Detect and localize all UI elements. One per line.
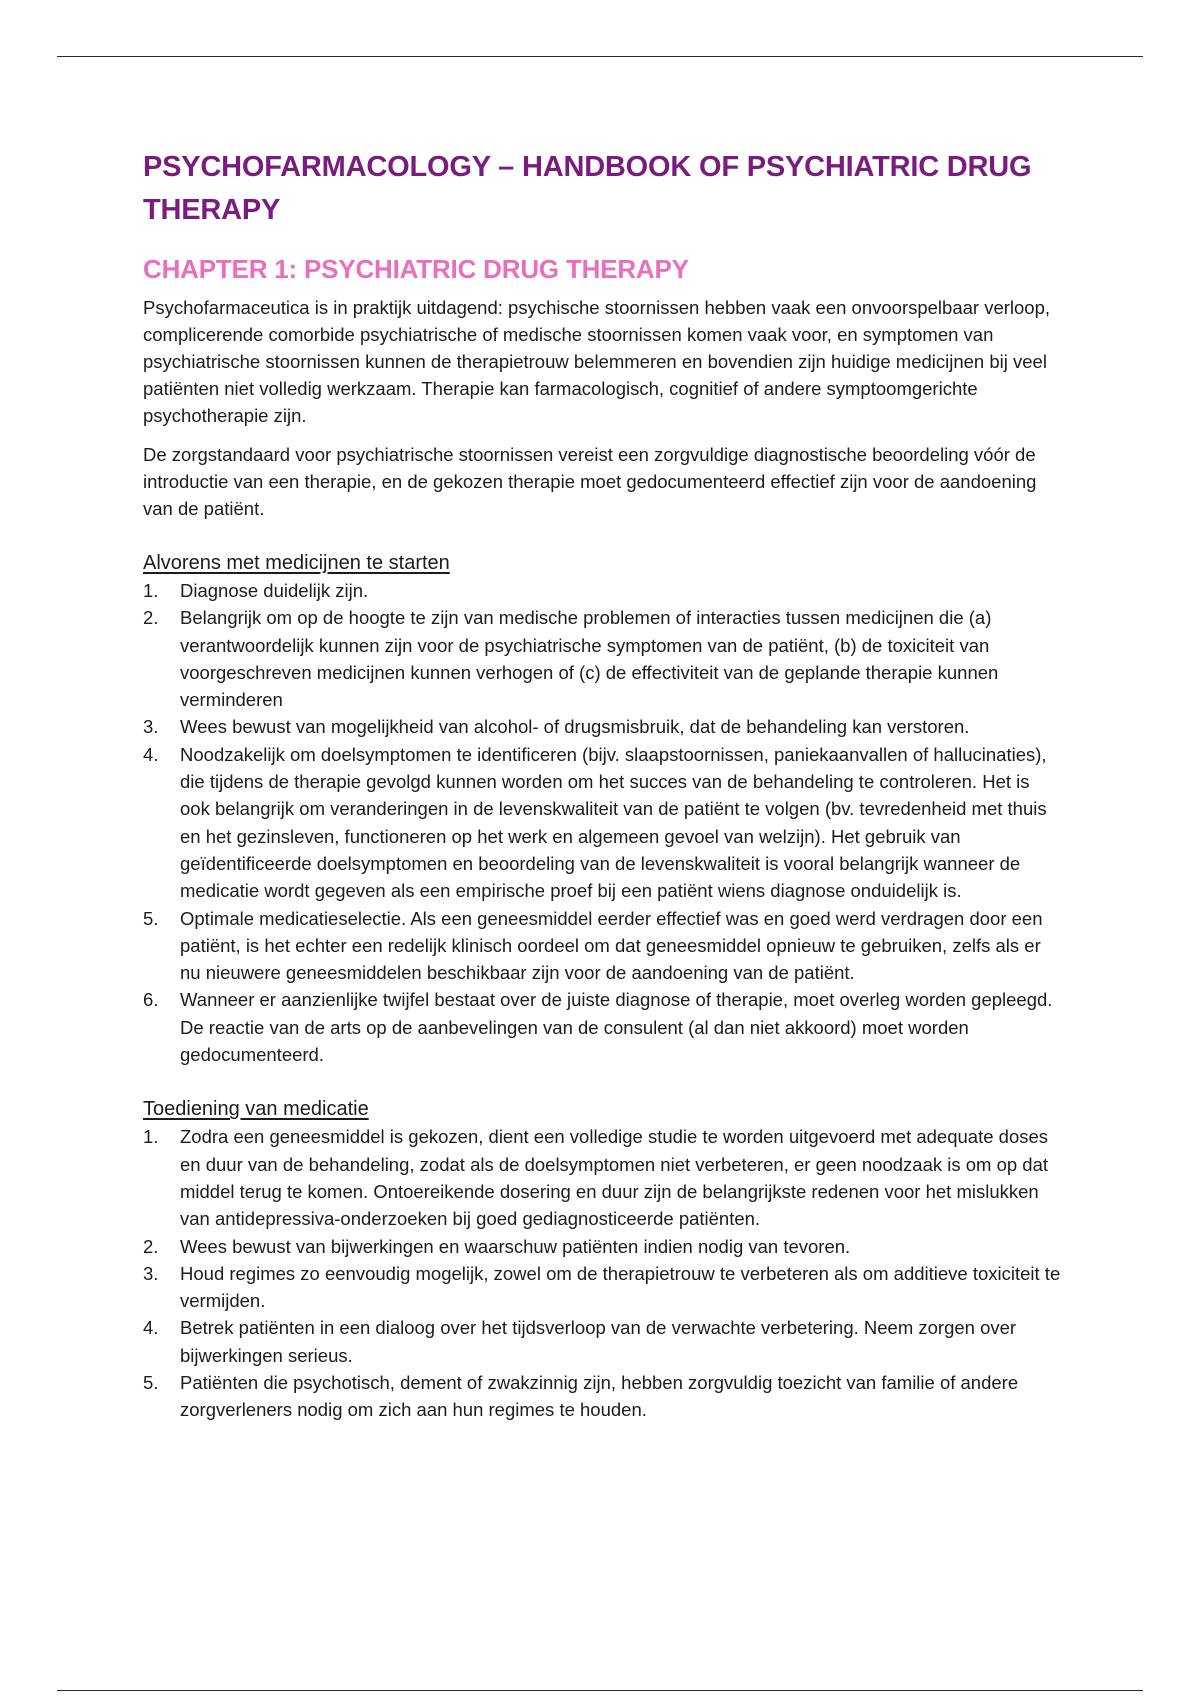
- list-item: [143, 986, 1063, 1068]
- list-item: [143, 741, 1063, 905]
- document-title: PSYCHOFARMACOLOGY – HANDBOOK OF PSYCHIATRIC DRUG THERAPY: [143, 151, 1032, 226]
- list-item-number: 3.: [143, 716, 159, 738]
- section-administration: [143, 1096, 1063, 1423]
- list-item: [143, 1233, 1063, 1260]
- list-item-text: Diagnose duidelijk zijn.: [180, 580, 369, 601]
- list-item-text: Betrek patiënten in een dialoog over het tijdsverloop van de verwachte verbetering. Neem zorgen over bijwerkingen serieus.: [180, 1317, 1017, 1366]
- list-item-number: 4.: [143, 1317, 159, 1339]
- list-item: [143, 604, 1063, 713]
- list-item: [143, 577, 1063, 604]
- bottom-rule: [57, 1690, 1143, 1691]
- list-item: [143, 713, 1063, 740]
- list-item: [143, 1123, 1063, 1232]
- list-item: [143, 905, 1063, 987]
- list-item-text: Wees bewust van bijwerkingen en waarschuw patiënten indien nodig van tevoren.: [180, 1235, 851, 1257]
- list-item-text: Wees bewust van mogelijkheid van alcohol- of drugsmisbruik, dat de behandeling kan verstoren.: [180, 716, 970, 738]
- chapter-title: CHAPTER 1: PSYCHIATRIC DRUG THERAPY: [143, 254, 689, 284]
- list-item-number: 2.: [143, 607, 159, 629]
- top-rule: [57, 56, 1143, 57]
- numbered-list: [143, 1123, 1063, 1423]
- list-item: [143, 1314, 1063, 1369]
- list-item-number: 5.: [143, 907, 159, 929]
- list-item-text: Optimale medicatieselectie. Als een geneesmiddel eerder effectief was en goed werd verdragen door een patiënt, is het echter een redelijk klinisch oordeel om dat geneesmiddel opnieuw te gebruiken, zelfs als er nu nieuwere geneesmiddelen beschikbaar zijn voor de aandoening van de patiënt.: [180, 907, 1043, 984]
- list-item-text: Zodra een geneesmiddel is gekozen, dient een volledige studie te worden uitgevoerd met adequate doses en duur van de behandeling, zodat als de doelsymptomen niet verbeteren, er geen noodzaak is om op dat middel terug te komen. Ontoereikende dosering en duur zijn de belangrijkste redenen voor het mislukken van antidepressiva-onderzoeken bij goed gediagnosticeerde patiënten.: [180, 1126, 1049, 1230]
- intro-paragraph: Psychofarmaceutica is in praktijk uitdagend: psychische stoornissen hebben vaak een onvoorspelbaar verloop, complicerende comorbide psychiatrische of medische stoornissen komen vaak voor, en symptomen van psychiatrische stoornissen kunnen de therapietrouw belemmeren en bovendien zijn huidige medicijnen bij veel patiënten niet volledig werkzaam. Therapie kan farmacologisch, cognitief of andere symptoomgerichte psychotherapie zijn.: [143, 297, 1051, 426]
- list-item-number: 3.: [143, 1262, 159, 1284]
- list-item-text: Patiënten die psychotisch, dement of zwakzinnig zijn, hebben zorgvuldig toezicht van familie of andere zorgverleners nodig om zich aan hun regimes te houden.: [180, 1372, 1019, 1421]
- list-item-number: 2.: [143, 1235, 159, 1257]
- intro-paragraph: De zorgstandaard voor psychiatrische stoornissen vereist een zorgvuldige diagnostische beoordeling vóór de introductie van een therapie, en de gekozen therapie moet gedocumenteerd effectief zijn voor de aandoening van de patiënt.: [143, 444, 1037, 519]
- numbered-list: [143, 577, 1063, 1068]
- list-item-number: 4.: [143, 743, 159, 765]
- list-item-number: 1.: [143, 1126, 159, 1148]
- list-item: [143, 1260, 1063, 1315]
- list-item-text: Houd regimes zo eenvoudig mogelijk, zowel om de therapietrouw te verbeteren als om additieve toxiciteit te vermijden.: [180, 1262, 1061, 1312]
- list-item-number: 6.: [143, 989, 159, 1011]
- list-item-number: 5.: [143, 1372, 159, 1394]
- list-item-text: Noodzakelijk om doelsymptomen te identificeren (bijv. slaapstoornissen, paniekaanvallen of hallucinaties), die tijdens de therapie gevolgd kunnen worden om het succes van de behandeling te controleren. Het is ook belangrijk om veranderingen in de levenskwaliteit van de patiënt te volgen (bv. tevredenheid met thuis en het gezinsleven, functioneren op het werk en algemeen gevoel van welzijn). Het gebruik van geïdentificeerde doelsymptomen en beoordeling van de levenskwaliteit is vooral belangrijk wanneer de medicatie wordt gegeven als een empirische proef bij een patiënt wiens diagnose onduidelijk is.: [180, 743, 1047, 902]
- list-item-text: Wanneer er aanzienlijke twijfel bestaat over de juiste diagnose of therapie, moet overleg worden gepleegd. De reactie van de arts op de aanbevelingen van de consulent (al dan niet akkoord) moet worden gedocumenteerd.: [180, 989, 1053, 1066]
- section-before-medication: [143, 550, 1063, 1068]
- section-heading: Alvorens met medicijnen te starten: [143, 552, 450, 574]
- document-body: [143, 146, 1063, 1424]
- list-item-number: 1.: [143, 580, 159, 601]
- list-item-text: Belangrijk om op de hoogte te zijn van medische problemen of interacties tussen medicijnen die (a) verantwoordelijk kunnen zijn voor de psychiatrische symptomen van de patiënt, (b) de toxiciteit van voorgeschreven medicijnen kunnen verhogen of (c) de effectiviteit van de geplande therapie kunnen verminderen: [180, 607, 999, 711]
- section-heading: Toediening van medicatie: [143, 1098, 369, 1121]
- list-item: [143, 1369, 1063, 1424]
